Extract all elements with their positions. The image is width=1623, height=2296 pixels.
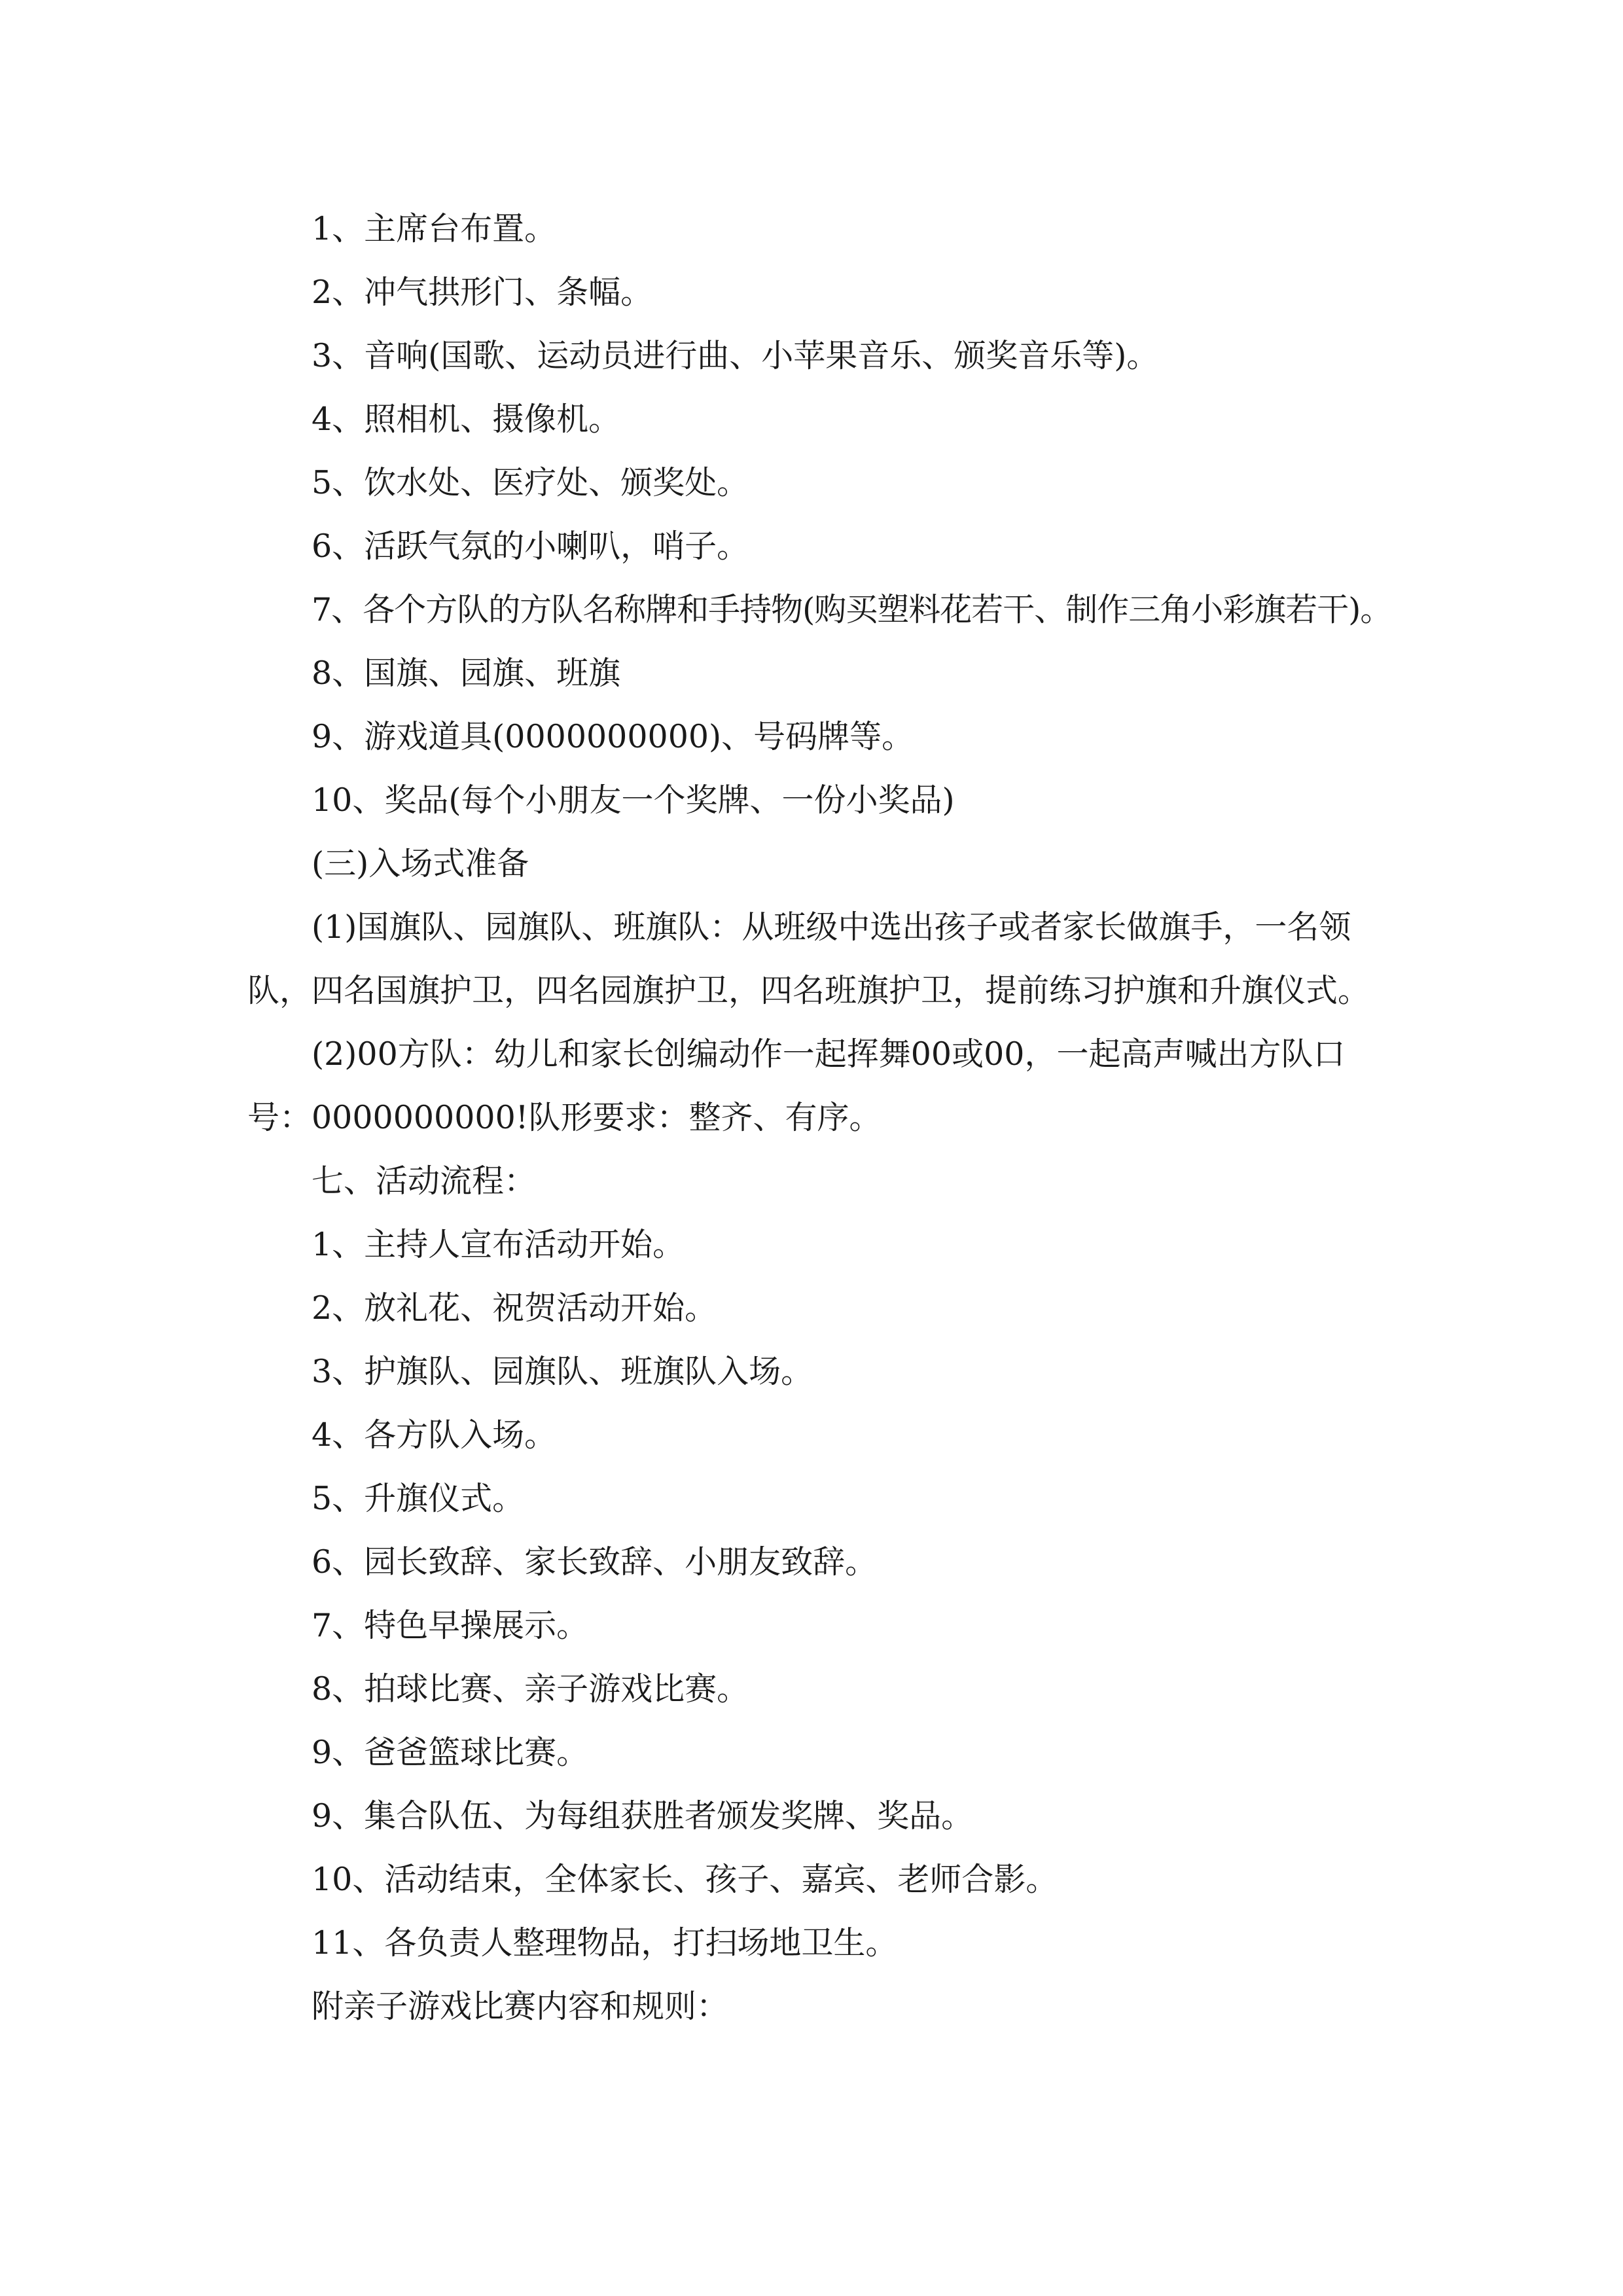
- list-item: 5、升旗仪式。: [312, 1480, 525, 1517]
- list-item: 5、饮水处、医疗处、颁奖处。: [312, 464, 749, 501]
- paragraph-line: 号：0000000000!队形要求：整齐、有序。: [247, 1099, 882, 1136]
- list-item: 9、集合队伍、为每组获胜者颁发奖牌、奖品。: [312, 1797, 974, 1835]
- list-item: 6、活跃气氛的小喇叭，哨子。: [312, 528, 749, 565]
- list-item: 3、护旗队、园旗队、班旗队入场。: [312, 1353, 813, 1390]
- list-item: 10、奖品(每个小朋友一个奖牌、一份小奖品): [312, 781, 955, 819]
- list-item: 8、国旗、园旗、班旗: [312, 655, 621, 692]
- list-item: 9、游戏道具(0000000000)、号码牌等。: [312, 718, 914, 755]
- paragraph-flag-teams: [247, 895, 1396, 1022]
- paragraph-square-team: [247, 1022, 1396, 1149]
- section-heading: 七、活动流程：: [312, 1162, 537, 1200]
- list-item: 10、活动结束，全体家长、孩子、嘉宾、老师合影。: [312, 1861, 1058, 1898]
- document-body: [247, 197, 1396, 2038]
- list-item: 7、特色早操展示。: [312, 1607, 589, 1644]
- appendix-heading: 附亲子游戏比赛内容和规则：: [312, 1988, 729, 2025]
- list-item: 2、放礼花、祝贺活动开始。: [312, 1289, 717, 1327]
- list-item: 2、冲气拱形门、条幅。: [312, 274, 653, 311]
- paragraph-line: 队，四名国旗护卫，四名园旗护卫，四名班旗护卫，提前练习护旗和升旗仪式。: [247, 972, 1370, 1009]
- paragraph-line: (1)国旗队、园旗队、班旗队：从班级中选出孩子或者家长做旗手，一名领: [312, 908, 1351, 946]
- list-item: 1、主席台布置。: [312, 210, 557, 247]
- list-item: 7、各个方队的方队名称牌和手持物(购买塑料花若干、制作三角小彩旗若干)。: [312, 591, 1392, 628]
- paragraph-line: (2)00方队：幼儿和家长创编动作一起挥舞00或00，一起高声喊出方队口: [312, 1035, 1346, 1073]
- list-item: 1、主持人宣布活动开始。: [312, 1226, 685, 1263]
- list-item: 4、照相机、摄像机。: [312, 401, 621, 438]
- list-item: 8、拍球比赛、亲子游戏比赛。: [312, 1670, 749, 1708]
- list-item: 6、园长致辞、家长致辞、小朋友致辞。: [312, 1543, 878, 1581]
- list-item: 9、爸爸篮球比赛。: [312, 1734, 589, 1771]
- list-item: 11、各负责人整理物品，打扫场地卫生。: [312, 1924, 898, 1962]
- list-item: 3、音响(国歌、运动员进行曲、小苹果音乐、颁奖音乐等)。: [312, 337, 1159, 374]
- list-item: 4、各方队入场。: [312, 1416, 557, 1454]
- section-heading: (三)入场式准备: [312, 845, 529, 882]
